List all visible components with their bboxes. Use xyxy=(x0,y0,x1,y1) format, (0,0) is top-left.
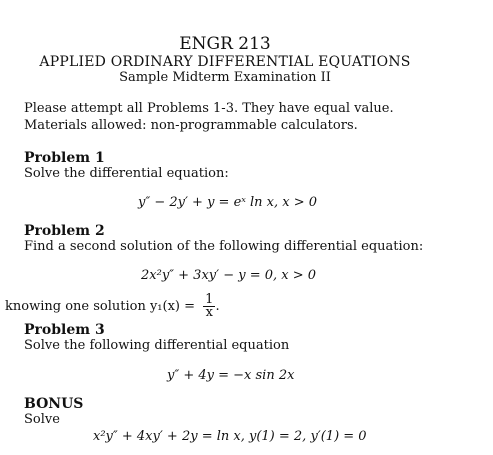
intro-line-2: Materials allowed: non-programmable calculators. xyxy=(24,118,358,133)
problem-1-text: Solve the differential equation: xyxy=(24,166,229,181)
problem-3-heading: Problem 3 xyxy=(24,322,105,338)
problem-1-equation: y″ − 2y′ + y = eˣ ln x, x > 0 xyxy=(138,195,318,210)
problem-1-heading: Problem 1 xyxy=(24,150,105,166)
fraction-one-over-x xyxy=(203,294,215,319)
problem-3-equation: y″ + 4y = −x sin 2x xyxy=(167,368,295,383)
problem-2-equation: 2x²y″ + 3xy′ − y = 0, x > 0 xyxy=(141,268,317,283)
problem-3-text: Solve the following differential equation xyxy=(24,338,290,353)
bonus-heading: BONUS xyxy=(24,396,84,412)
fraction-denominator: x xyxy=(205,305,213,320)
intro-line-1: Please attempt all Problems 1-3. They have equal value. xyxy=(24,101,394,116)
problem-2-heading: Problem 2 xyxy=(24,223,105,239)
bonus-equation: x²y″ + 4xy′ + 2y = ln x, y(1) = 2, y′(1) = 0 xyxy=(93,429,367,444)
problem-2-known-solution: knowing one solution y₁(x) = $\frac{1}{x}$ . xyxy=(5,292,220,320)
exam-title: Sample Midterm Examination II xyxy=(119,70,331,85)
course-code: ENGR 213 xyxy=(179,34,271,54)
problem-2-text: Find a second solution of the following differential equation: xyxy=(24,239,424,254)
bonus-text: Solve xyxy=(24,412,60,427)
fraction-numerator: 1 xyxy=(205,292,214,307)
known-solution-prefix: knowing one solution y₁(x) = xyxy=(5,299,196,314)
course-title: APPLIED ORDINARY DIFFERENTIAL EQUATIONS xyxy=(39,54,411,70)
